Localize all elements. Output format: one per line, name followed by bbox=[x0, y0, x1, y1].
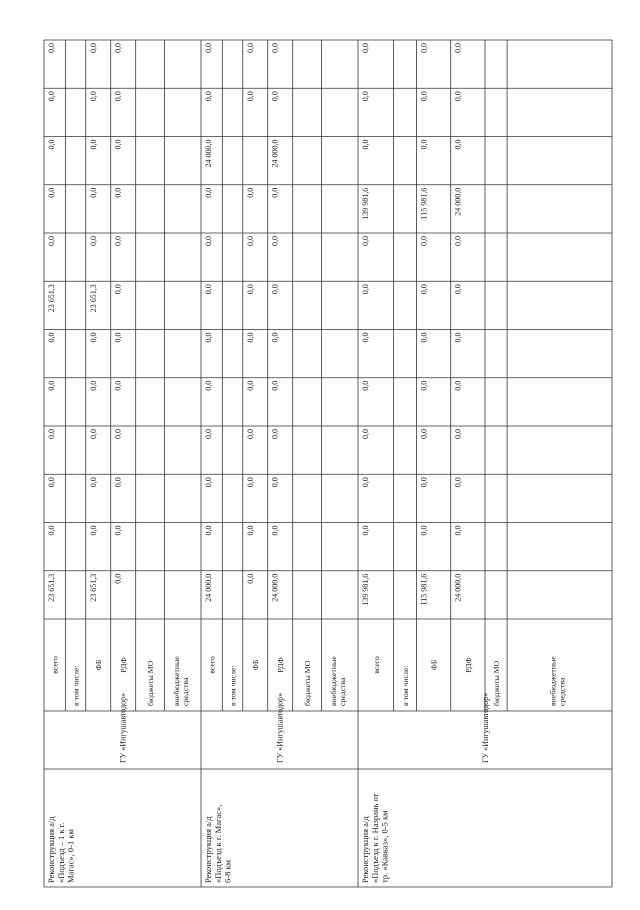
value-cell: 0,0 bbox=[361, 91, 370, 102]
value-cell: 0,0 bbox=[47, 91, 56, 102]
value-cell: 0,0 bbox=[47, 380, 56, 391]
value-cell: 0,0 bbox=[245, 380, 255, 391]
value-cell: 0,0 bbox=[245, 573, 255, 584]
value-cell: 0,0 bbox=[88, 380, 98, 391]
row-label: бюджеты МО bbox=[492, 660, 502, 706]
value-cell: 0,0 bbox=[245, 43, 255, 53]
value-cell: 0,0 bbox=[204, 91, 213, 102]
value-cell: 0,0 bbox=[419, 139, 429, 150]
value-cell: 0,0 bbox=[419, 236, 429, 246]
value-cell: 0,0 bbox=[270, 91, 280, 102]
value-cell: 0,0 bbox=[113, 284, 123, 295]
value-cell: 0,0 bbox=[270, 477, 280, 488]
row-label: внебюджетныесредства bbox=[171, 656, 190, 706]
value-cell: 0,0 bbox=[204, 380, 213, 391]
value-cell: 0,0 bbox=[113, 573, 123, 584]
value-cell: 0,0 bbox=[270, 380, 280, 391]
row-label: РДФ bbox=[119, 657, 129, 673]
value-cell: 0,0 bbox=[245, 525, 255, 536]
value-cell: 0,0 bbox=[361, 284, 370, 295]
value-cell: 0,0 bbox=[204, 284, 213, 295]
row-label: ФБ bbox=[251, 659, 261, 671]
value-cell: 0,0 bbox=[270, 429, 280, 439]
value-cell: 0,0 bbox=[113, 187, 123, 198]
executor-name: ГУ «Ингушавтодор» bbox=[118, 692, 128, 763]
value-cell: 0,0 bbox=[270, 332, 280, 343]
value-cell: 0,0 bbox=[113, 477, 123, 488]
project-name: Реконструкция а/д«Подъезд к г. Магас»,6-8 км bbox=[203, 804, 233, 883]
row-label: внебюджетныесредства bbox=[328, 656, 347, 706]
value-cell: 23 651,3 bbox=[88, 573, 98, 602]
table-gridlines bbox=[44, 40, 612, 887]
row-label: всего bbox=[50, 656, 60, 674]
value-cell: 0,0 bbox=[47, 525, 56, 536]
value-cell: 24 000,0 bbox=[204, 139, 213, 168]
value-cell: 0,0 bbox=[88, 477, 98, 488]
row-label: ФБ bbox=[94, 659, 104, 671]
row-label: ФБ bbox=[429, 659, 439, 671]
value-cell: 0,0 bbox=[270, 284, 280, 295]
value-cell: 0,0 bbox=[361, 236, 370, 246]
value-cell: 0,0 bbox=[270, 525, 280, 536]
value-cell: 0,0 bbox=[453, 332, 463, 343]
value-cell: 0,0 bbox=[419, 477, 429, 488]
value-cell: 0,0 bbox=[419, 525, 429, 536]
value-cell: 0,0 bbox=[419, 380, 429, 391]
value-cell: 0,0 bbox=[204, 236, 213, 246]
value-cell: 0,0 bbox=[113, 525, 123, 536]
value-cell: 0,0 bbox=[47, 187, 56, 198]
value-cell: 0,0 bbox=[361, 429, 370, 439]
value-cell: 0,0 bbox=[88, 525, 98, 536]
value-cell: 0,0 bbox=[419, 91, 429, 102]
value-cell: 0,0 bbox=[47, 477, 56, 488]
value-cell: 0,0 bbox=[47, 236, 56, 246]
value-cell: 0,0 bbox=[113, 236, 123, 246]
project-name: Реконструкция а/д«Подъезд к г. Назрань оттр. «Кавказ», 0-5 км bbox=[360, 793, 390, 883]
row-label: бюджеты МО bbox=[146, 660, 156, 706]
value-cell: 0,0 bbox=[453, 284, 463, 295]
value-cell: 0,0 bbox=[88, 236, 98, 246]
value-cell: 24 000,0 bbox=[453, 573, 463, 602]
value-cell: 0,0 bbox=[361, 477, 370, 488]
value-cell: 0,0 bbox=[453, 380, 463, 391]
value-cell: 24 000,0 bbox=[204, 573, 213, 602]
table-cells bbox=[46, 43, 567, 883]
value-cell: 0,0 bbox=[47, 43, 56, 53]
value-cell: 0,0 bbox=[245, 429, 255, 439]
value-cell: 0,0 bbox=[47, 332, 56, 343]
value-cell: 0,0 bbox=[113, 91, 123, 102]
value-cell: 24 000,0 bbox=[453, 187, 463, 216]
value-cell: 115 981,6 bbox=[419, 187, 429, 220]
row-label: в том числе: bbox=[71, 665, 81, 706]
value-cell: 0,0 bbox=[47, 139, 56, 150]
value-cell: 0,0 bbox=[270, 187, 280, 198]
value-cell: 0,0 bbox=[453, 236, 463, 246]
value-cell: 23 651,3 bbox=[47, 573, 56, 602]
value-cell: 0,0 bbox=[113, 380, 123, 391]
value-cell: 0,0 bbox=[245, 284, 255, 295]
value-cell: 0,0 bbox=[88, 187, 98, 198]
value-cell: 0,0 bbox=[113, 139, 123, 150]
value-cell: 0,0 bbox=[453, 429, 463, 439]
value-cell: 0,0 bbox=[245, 236, 255, 246]
value-cell: 0,0 bbox=[204, 477, 213, 488]
value-cell: 0,0 bbox=[245, 332, 255, 343]
value-cell: 0,0 bbox=[245, 477, 255, 488]
value-cell: 0,0 bbox=[361, 525, 370, 536]
value-cell: 0,0 bbox=[245, 187, 255, 198]
value-cell: 0,0 bbox=[113, 332, 123, 343]
value-cell: 0,0 bbox=[361, 43, 370, 53]
value-cell: 24 000,0 bbox=[270, 139, 280, 168]
row-label: всего bbox=[207, 656, 217, 674]
row-label: бюджеты МО bbox=[303, 660, 313, 706]
value-cell: 0,0 bbox=[47, 429, 56, 439]
value-cell: 0,0 bbox=[361, 380, 370, 391]
value-cell: 0,0 bbox=[453, 91, 463, 102]
project-name: Реконструкция а/д«Подъезд – 1 к г.Магас», 0-1 км bbox=[46, 816, 76, 883]
value-cell: 0,0 bbox=[419, 429, 429, 439]
value-cell: 0,0 bbox=[270, 236, 280, 246]
value-cell: 24 000,0 bbox=[270, 573, 280, 602]
value-cell: 0,0 bbox=[113, 43, 123, 53]
value-cell: 0,0 bbox=[88, 43, 98, 53]
value-cell: 0,0 bbox=[453, 477, 463, 488]
value-cell: 0,0 bbox=[113, 429, 123, 439]
value-cell: 0,0 bbox=[88, 91, 98, 102]
value-cell: 0,0 bbox=[453, 139, 463, 150]
value-cell: 0,0 bbox=[361, 332, 370, 343]
executor-name: ГУ «Ингушавтодор» bbox=[481, 692, 490, 763]
row-label: РДФ bbox=[276, 657, 286, 673]
value-cell: 0,0 bbox=[270, 43, 280, 53]
value-cell: 0,0 bbox=[453, 525, 463, 536]
value-cell: 0,0 bbox=[204, 43, 213, 53]
value-cell: 0,0 bbox=[204, 187, 213, 198]
value-cell: 139 981,6 bbox=[361, 573, 370, 606]
row-label: всего bbox=[371, 656, 381, 674]
value-cell: 23 651,3 bbox=[47, 284, 56, 313]
value-cell: 0,0 bbox=[419, 332, 429, 343]
value-cell: 139 981,6 bbox=[361, 187, 370, 220]
row-label: внебюджетныесредства bbox=[548, 656, 567, 706]
row-label: в том числе: bbox=[228, 665, 238, 706]
value-cell: 0,0 bbox=[361, 139, 370, 150]
value-cell: 0,0 bbox=[453, 43, 463, 53]
value-cell: 0,0 bbox=[204, 429, 213, 439]
value-cell: 0,0 bbox=[88, 429, 98, 439]
row-label: в том числе: bbox=[400, 665, 410, 706]
executor-name: ГУ «Ингушавтодор» bbox=[275, 692, 285, 763]
value-cell: 0,0 bbox=[204, 525, 213, 536]
value-cell: 0,0 bbox=[245, 91, 255, 102]
value-cell: 115 981,6 bbox=[419, 573, 429, 606]
value-cell: 0,0 bbox=[88, 332, 98, 343]
value-cell: 0,0 bbox=[419, 284, 429, 295]
value-cell: 0,0 bbox=[88, 139, 98, 150]
value-cell: 23 651,3 bbox=[88, 284, 98, 313]
row-label: РДФ bbox=[463, 657, 473, 673]
value-cell: 0,0 bbox=[204, 332, 213, 343]
value-cell: 0,0 bbox=[419, 43, 429, 53]
